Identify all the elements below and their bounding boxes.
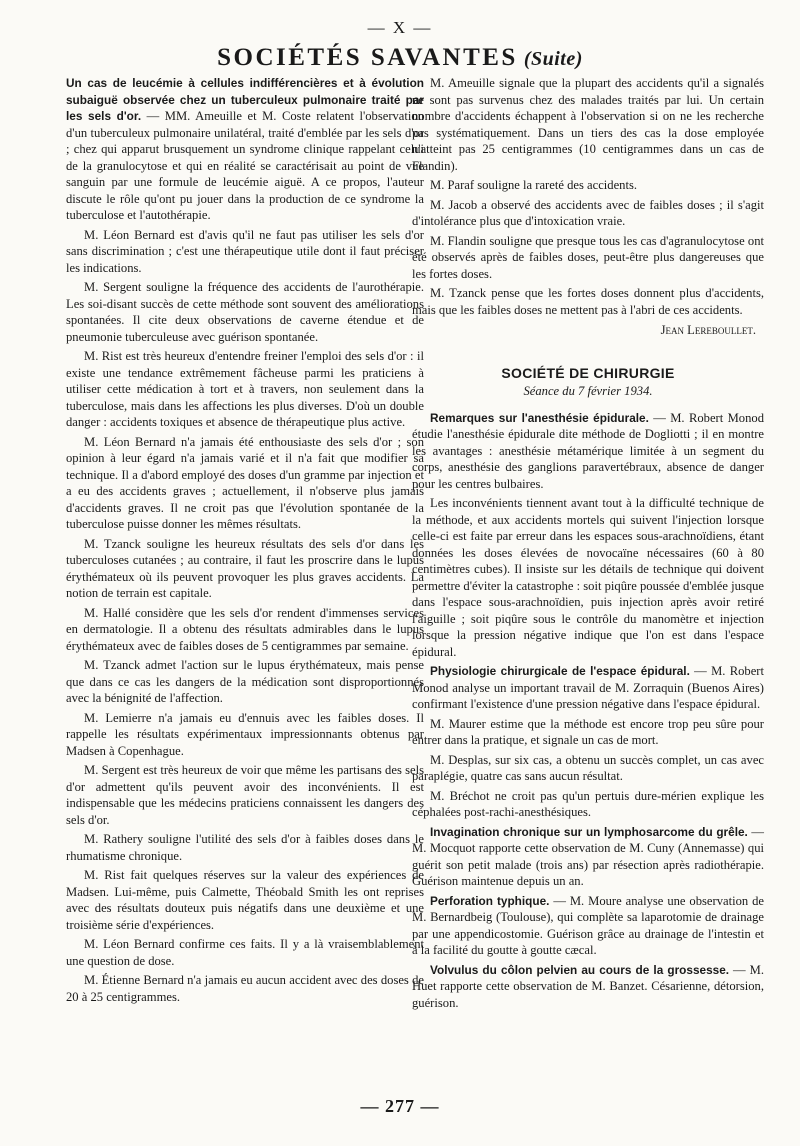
right-column (412, 75, 764, 1014)
page-marker: — X — (367, 18, 433, 37)
page-number: — 277 — (360, 1096, 440, 1116)
article-body: — M. Huet rapporte cette observation de M. Banzet. Césarienne, détorsion, guérison. (412, 962, 764, 1010)
article-body: — M. Robert Monod analyse un important travail de M. Zorraquin (Buenos Aires) confirmant l'existence d'une pression négative dans l'espace épidural. (412, 664, 764, 711)
paragraph (412, 962, 764, 1012)
paragraph: M. Jacob a observé des accidents avec de faibles doses ; il s'agit d'intolérance plus que d'intoxication vraie. (412, 197, 764, 228)
article-heading: Physiologie chirurgicale de l'espace épidural. (430, 664, 690, 678)
paragraph: M. Rathery souligne l'utilité des sels d'or à faibles doses dans le rhumatisme chronique. (66, 832, 424, 863)
paragraph (412, 824, 764, 890)
paragraph: M. Maurer estime que la méthode est encore trop peu sûre pour entrer dans la pratique, et signale un cas de mort. (412, 716, 764, 747)
paragraph: M. Tzanck admet l'action sur le lupus érythémateux, mais pense que dans ce cas les dangers de la médication sont disproportionnés avec la bénignité de l'affection. (66, 658, 424, 705)
paragraph: Les inconvénients tiennent avant tout à la difficulté technique de la méthode, et aux accidents mortels qui suivent l'injection lorsque celle-ci est faite par erreur dans les espaces sous-arachnoïdiens, étant données les doses élevées de novocaïne nécessaires (60 à 80 centimètres cubes). Il insiste sur les détails de technique qui doivent permettre d'éviter la catastrophe : soit piqûre poussée d'emblée jusque dans l'espace sous-arachnoïdien, puis injection après avoir retiré l'aiguille ; soit piqûre sous le contrôle du manomètre et injection lorsque la pression négative indique que l'on est dans l'espace épidural. (412, 496, 764, 659)
paragraph: M. Étienne Bernard n'a jamais eu aucun accident avec des doses de 20 à 25 centigrammes. (66, 973, 424, 1004)
article-heading: Invagination chronique sur un lymphosarcome du grêle. (430, 824, 748, 839)
title-text: SOCIÉTÉS SAVANTES (217, 44, 518, 71)
section-date: Séance du 7 février 1934. (523, 384, 653, 398)
paragraph: M. Bréchot ne croit pas qu'un pertuis dure-mérien explique les céphalées post-rachi-anesthésiques. (412, 788, 764, 819)
title-suffix: (Suite) (523, 48, 583, 70)
paragraph: M. Desplas, sur six cas, a obtenu un succès complet, un cas avec paraplégie, quatre cas sans aucun résultat. (412, 752, 764, 783)
article-body: — MM. Ameuille et M. Coste relatent l'observation d'un tuberculeux pulmonaire unilatéral, traité d'emblée par les sels d'or ; chez qui apparut brusquement un syndrome clinique rappelant celui de la granulocytose et qui en réalité se caractérisait au point de vue sanguin par une formule de leucémie aiguë. A ce propos, l'auteur discute le rôle qu'ont pu jouer dans la production de ce syndrome la tuberculose et l'autothérapie. (66, 109, 424, 222)
paragraph: M. Rist est très heureux d'entendre freiner l'emploi des sels d'or : il existe une tendance extrêmement fâcheuse parmi les praticiens à utiliser cette médication à tort et à travers, non seulement dans la tuberculose, mais dans les affections les plus diverses. D'où un double danger : accidents toxiques et absence de thérapeutique plus active. (66, 349, 424, 429)
article-body: — M. Moure analyse une observation de M. Bernardbeig (Toulouse), qui complète sa laparotomie de drainage par une appendicostomie. Guérison grâce au drainage de l'intestin et à la facilité du goutte à goutte cæcal. (412, 893, 764, 957)
paragraph: M. Ameuille signale que la plupart des accidents qu'il a signalés ne sont pas survenus chez des malades traités par lui. Un certain nombre d'accidents échappent à l'observation si on ne les recherche pas systématiquement. Dans un tiers des cas la dose employée n'atteint pas 25 centigrammes (10 centigrammes dans un cas de Flandin). (412, 76, 764, 173)
section-title: SOCIÉTÉ DE CHIRURGIE (501, 364, 675, 381)
left-column (66, 75, 424, 1008)
paragraph: M. Lemierre n'a jamais eu d'ennuis avec les faibles doses. Il rappelle les résultats expérimentaux impressionnants obtenus par Madsen à Copenhague. (66, 710, 424, 758)
paragraph: M. Paraf souligne la rareté des accidents. (430, 178, 638, 192)
article-body: — M. Robert Monod étudie l'anesthésie épidurale dite méthode de Dogliotti ; il en montre les avantages : anesthésie métamérique limitée à un segment du corps, anesthésie des ganglions paravertébraux, absence de danger pour les centres bulbaires. (412, 410, 764, 491)
paragraph: M. Hallé considère que les sels d'or rendent d'immenses services en dermatologie. Il a obtenu des résultats admirables dans le lupus érythémateux avec de faibles doses de 5 centigrammes par semaine. (66, 605, 424, 653)
page-title (0, 44, 800, 72)
article-body: — M. Mocquot rapporte cette observation de M. Cuny (Annemasse) qui guérit son petit malade (trois ans) par résection après radiothérapie. Guérison maintenue depuis un an. (412, 824, 764, 888)
article-heading: Un cas de leucémie à cellules indifférencières et à évolution subaiguë observée chez un tuberculeux pulmonaire traité par les sels d'or. (66, 76, 424, 123)
article-heading: Volvulus du côlon pelvien au cours de la grossesse. (430, 962, 730, 977)
paragraph (412, 663, 764, 713)
paragraph: M. Léon Bernard est d'avis qu'il ne faut pas utiliser les sels d'or sans discrimination ; c'est une thérapeutique utile dont il faut préciser les indications. (66, 227, 424, 275)
paragraph: M. Rist fait quelques réserves sur la valeur des expériences de Madsen. Lui-même, puis Calmette, Théobald Smith les ont reprises avec des résultats douteux puis négatifs dans une deuxième et une troisième série d'expériences. (66, 868, 424, 932)
paragraph: M. Tzanck souligne les heureux résultats des sels d'or dans les tuberculoses cutanées ; au contraire, il faut les proscrire dans le lupus érythémateux où ils peuvent provoquer les plus graves accidents. La notion de terrain est capitale. (66, 536, 424, 600)
author-signature: Jean Lereboullet. (660, 323, 756, 337)
paragraph (66, 75, 424, 224)
paragraph: M. Flandin souligne que presque tous les cas d'agranulocytose ont été observés après de faibles doses, peut-être plus dangereuses que les fortes doses. (412, 233, 764, 281)
paragraph: M. Tzanck pense que les fortes doses donnent plus d'accidents, mais que les faibles doses ne mettent pas à l'abri de ces accidents. (412, 286, 764, 317)
paragraph (412, 893, 764, 959)
paragraph (412, 410, 764, 493)
paragraph: M. Léon Bernard n'a jamais été enthousiaste des sels d'or ; son opinion à leur égard n'a jamais varié et il n'a fait que modifier sa technique. Il a d'abord employé des doses d'un gramme par injection et a eu des accidents graves ; actuellement, il n'observe plus jamais d'accidents graves. Il ne croit pas que l'évolution spontanée de la tuberculose puisse donner les mêmes résultats. (66, 434, 424, 531)
article-heading: Remarques sur l'anesthésie épidurale. (430, 410, 649, 425)
paragraph: M. Sergent souligne la fréquence des accidents de l'aurothérapie. Les soi-disant succès de cette méthode sont souvent des améliorations spontanées. Il cite deux observations de caverne étendue et de pneumonie tuberculeuse avec guérison spontanée. (66, 280, 424, 344)
article-heading: Perforation typhique. (430, 893, 550, 908)
paragraph: M. Léon Bernard confirme ces faits. Il y a là vraisemblablement une question de dose. (66, 937, 424, 968)
paragraph: M. Sergent est très heureux de voir que même les partisans des sels d'or admettent qu'ils peuvent avoir des inconvénients. Il est indispensable que les médecins praticiens connaissent les dangers des sels d'or. (66, 763, 424, 827)
